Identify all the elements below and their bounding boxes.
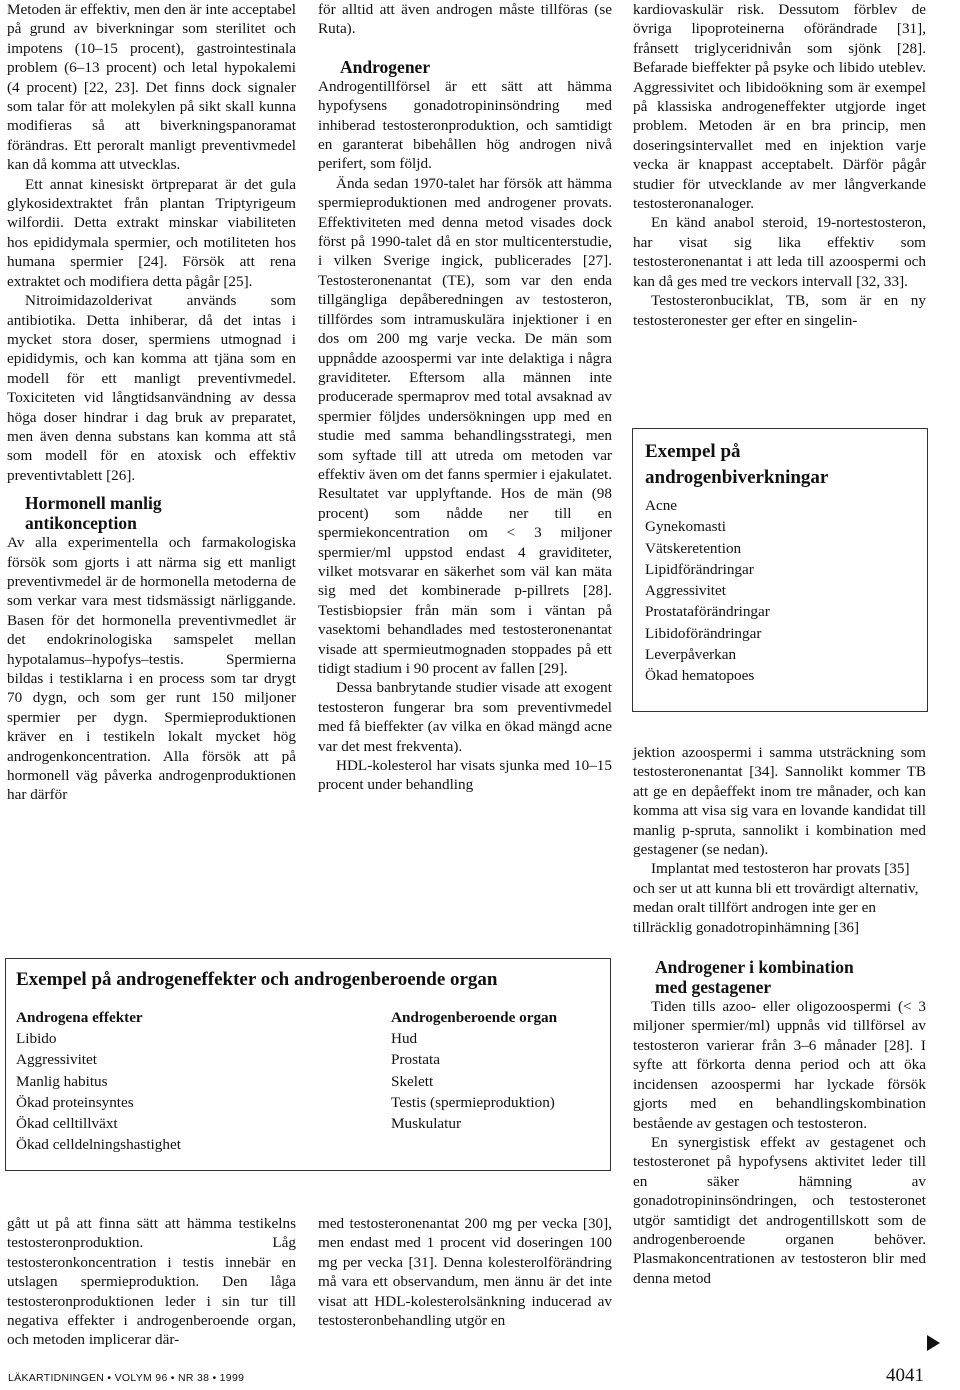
- paragraph: kardiovaskulär risk. Dessutom förblev de övriga lipoproteinerna oförändrade [31], frånsett triglyceridnivån som sjönk [28]. Befarade bieffekter på psyke och libido uteblev. Aggressivitet och libidoökning som är exempel på klassiska androgeneffekter utgjorde inget problem. Metoden är en bra princip, men doseringsintervallet med en injektion varje vecka är knappast acceptabelt. Därför pågår studier för utvecklande av mer långverkande testosteronanaloger.: [633, 1, 926, 213]
- organs-column: [391, 1007, 557, 1156]
- list-item: Muskulatur: [391, 1115, 462, 1133]
- column-1-bottom: [7, 1214, 296, 1350]
- organs-list: [391, 1028, 557, 1134]
- paragraph: jektion azoospermi i samma utsträckning som testosteronenantat [34]. Sannolikt kommer TB att ge en depåeffekt inom tre månader, och kan komma att visa sig vara en lovande kandidat till manlig p-spruta, sannolikt i kombination med gestagener (se nedan).: [633, 744, 926, 859]
- paragraph: Tiden tills azoo- eller oligozoospermi (< 3 miljoner spermier/ml) uppnås vid tillförsel av testosteron varierar från 3–6 månader [28]. I syfte att förkorta denna period och att öka incidensen azoospermi har lyckade försök gjorts med en behandlingskombination bestående av gestagen och testosteron.: [633, 998, 926, 1132]
- section-heading: Hormonell manlig antikonception: [25, 493, 162, 534]
- list-item: Vätskeretention: [645, 539, 742, 557]
- column-3-top: [633, 0, 926, 330]
- list-item: Ökad hematopoes: [645, 667, 755, 685]
- list-item: Leverpåverkan: [645, 646, 737, 664]
- effects-column: [16, 1007, 391, 1156]
- wide-info-box: [5, 958, 611, 1171]
- list-item: Aggressivitet: [16, 1051, 97, 1069]
- paragraph: HDL-kolesterol har visats sjunka med 10–15 procent under behandling: [318, 757, 612, 794]
- column-heading: Androgenberoende organ: [391, 1009, 558, 1026]
- box-title: Exempel på androgeneffekter och androgenberoende organ: [16, 969, 498, 990]
- list-item: Lipidförändringar: [645, 560, 754, 578]
- list-item: Ökad celldelningshastighet: [16, 1136, 181, 1154]
- continue-arrow-icon: [927, 1335, 940, 1351]
- section-heading: Androgener: [340, 56, 431, 77]
- column-2-bottom: [318, 1214, 612, 1330]
- box-title: Exempel på androgenbiverkningar: [645, 441, 829, 488]
- list-item: Ökad proteinsyntes: [16, 1093, 134, 1111]
- list-item: Manlig habitus: [16, 1072, 108, 1090]
- list-item: Acne: [645, 497, 678, 514]
- column-heading: Androgena effekter: [16, 1009, 143, 1026]
- list-item: Skelett: [391, 1072, 434, 1090]
- paragraph: med testosteronenantat 200 mg per vecka [30], men endast med 1 procent vid doseringen 100 mg per vecka [31]. Denna kolesterolförändring må vara ett observandum, men ännu är det inte visat att HDL-kolesterolsänkning inducerad av testosteronbehandling utgör en: [318, 1215, 612, 1330]
- effects-list: [16, 1028, 391, 1156]
- column-3-lower: [633, 743, 926, 1288]
- list-item: Prostataförändringar: [645, 603, 770, 621]
- paragraph: Metoden är effektiv, men den är inte acceptabel på grund av biverkningar som sterilitet och impotens (10–15 procent), gastrointestinala problem (6–13 procent) och letal hypokalemi (4 procent) [22, 23]. Det finns dock signaler som talar för att molekylen på sikt skall kunna modifieras så att biverkningspanoramat förändras. Ett peroralt manligt preventivmedel kan då komma att utvecklas.: [7, 1, 296, 174]
- paragraph: Dessa banbrytande studier visade att exogent testosteron fungerar bra som preventivmedel med få bieffekter (av vilka en ökad mängd acne var det mest frekventa).: [318, 679, 612, 755]
- paragraph: gått ut på att finna sätt att hämma testikelns testosteronproduktion. Låg testosteronkoncentration i testis innebär en utslagen spermieproduktion. Den låga testosteronproduktionen leder i sin tur till negativa effekter i androgenberoende organ, och metoden implicerar där-: [7, 1215, 296, 1349]
- list-item: Gynekomasti: [645, 518, 726, 536]
- list-item: Ökad celltillväxt: [16, 1115, 118, 1133]
- side-info-box: [632, 428, 928, 712]
- list-item: Prostata: [391, 1051, 440, 1069]
- paragraph: för alltid att även androgen måste tillföras (se Ruta).: [318, 1, 612, 38]
- column-1-top: [7, 0, 296, 805]
- section-heading: Androgener i kombination med gestagener: [655, 957, 854, 998]
- list-item: Libido: [16, 1030, 57, 1047]
- paragraph: Ända sedan 1970-talet har försök att hämma spermieproduktionen med androgener provats. Effektiviteten med denna metod visades dock först på 1990-talet då en stor multicenterstudie, i vilken Sverige ingick, publicerades [27]. Testosteronenantat (TE), som var den enda tillgängliga depåberedningen av testosteron, tillfördes som intramuskulära injektioner i en dos om 200 mg varje vecka. De män som uppnådde azoospermi var inte delaktiga i några graviditeter. Eftersom alla männen inte producerade spermaprov med total avsaknad av spermier följdes undersökningen upp med en studie med samma behandlingsstrategi, men som syftade till att utreda om metoden var effektiv även om det fanns spermier i ejakulatet. Resultatet var upplyftande. Hos de män (98 procent) som nådde ner till en spermiekoncentration om < 3 miljoner spermier/ml uppstod endast 4 graviditeter, vilket motsvarar en säkerhet som väl kan mäta sig med det kombinerade p-pillrets [28]. Testisbiopsier från män som i väntan på vasektomi behandlades med testosteronenantat visade att spermieutmognaden stoppades på ett tidigt stadium i 90 procent av fallen [29].: [318, 174, 612, 677]
- list-item: Hud: [391, 1030, 418, 1047]
- paragraph: Nitroimidazolderivat används som antibiotika. Detta inhiberar, då det intas i mycket stora doser, spermiens utmognad i epididymis, och kan komma att tjäna som en modell för ett manligt preventivmedel. Toxiciteten vid långtidsanvändning av dessa höga doser hindrar i dag bruk av preparatet, men även denna substans kan komma att stå som modell för en atoxisk och effektiv preventivtablett [26].: [7, 292, 296, 484]
- side-box-list: [645, 495, 915, 687]
- journal-footer: LÄKARTIDNINGEN • VOLYM 96 • NR 38 • 1999: [8, 1372, 245, 1384]
- paragraph: Ett annat kinesiskt örtpreparat är det gula glykosidextraktet från plantan Triptyrigeum wilfordii. Detta extrakt minskar viabiliteten hos epididymala spermier, och motiliteten hos humana spermier [24]. Försök att rena extraktet och modifiera detta pågår [25].: [7, 175, 296, 290]
- paragraph: Androgentillförsel är ett sätt att hämma hypofysens gonadotropininsöndring med inhiberad testosteronproduktion, och samtidigt en garanterat bibehållen hög androgen nivå perifert, som följd.: [318, 77, 612, 173]
- list-item: Testis (spermieproduktion): [391, 1093, 555, 1111]
- list-item: Aggressivitet: [645, 582, 726, 600]
- paragraph: Testosteronbuciklat, TB, som är en ny testosteronester ger efter en singelin-: [633, 292, 926, 329]
- list-item: Libidoförändringar: [645, 624, 762, 642]
- paragraph: En synergistisk effekt av gestagenet och testosteronet på hypofysens aktivitet leder till en säker hämning av gonadotropininsöndringen, och testosteronet utgör samtidigt det androgentillskott som de androgenberoende organen behöver. Plasmakoncentrationen av testosteron blir med denna metod: [633, 1133, 926, 1287]
- column-2-top: [318, 0, 612, 795]
- paragraph: En känd anabol steroid, 19-nortestosteron, har visat sig lika effektiv som testosteronenantat i att leda till azoospermi och kan då ges med tre veckors intervall [32, 33].: [633, 214, 926, 290]
- paragraph: Av alla experimentella och farmakologiska försök som gjorts i att närma sig ett manligt preventivmedel är de hormonella metoderna de som verkar vara mest tidsmässigt närliggande. Basen för det hormonella preventivmedlet är det endokrinologiska samspelet mellan hypotalamus–hypofys–testis. Spermierna bildas i testiklarna i en process som tar drygt 70 dygn, och som ger runt 150 miljoner spermier per dygn. Spermieproduktionen kräver en i testikeln lokalt mycket hög androgenkoncentration. Alla försök att på hormonell väg påverka androgenproduktionen har därför: [7, 534, 296, 804]
- paragraph: Implantat med testosteron har provats [35] och ser ut att kunna bli ett trovärdigt alternativ, medan oralt tillfört androgen inte ger en tillräcklig gonadotropinhämning [36]: [633, 860, 919, 936]
- page-number: 4041: [886, 1365, 924, 1386]
